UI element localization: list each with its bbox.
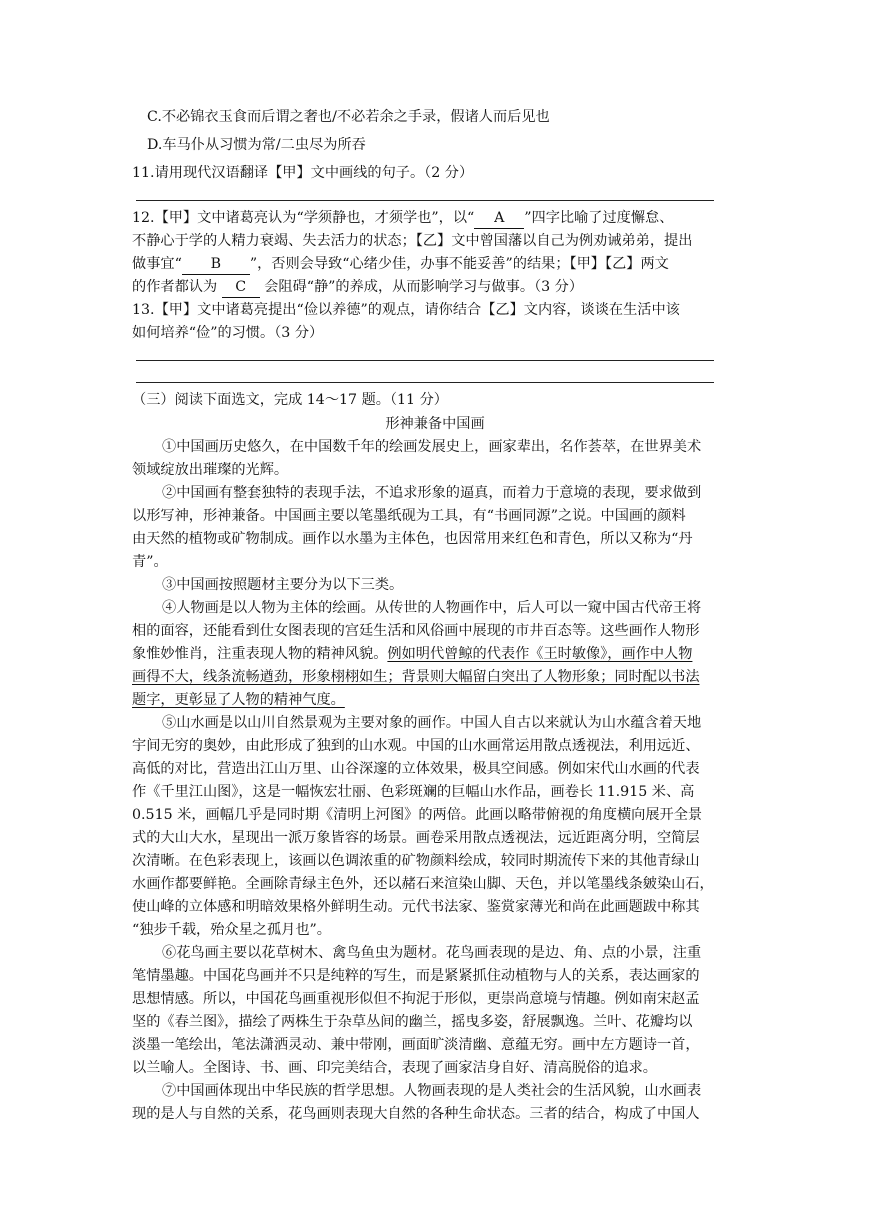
para-5-line: ⑤山水画是以山川自然景观为主要对象的画作。中国人自古以来就认为山水蕴含着天地 (162, 715, 702, 731)
para-5-line: 式的大山大水，星现出一派万象皆容的场景。画卷采用散点透视法，远近距离分明，空简层 (132, 830, 700, 846)
question-11: 11.请用现代汉语翻译【甲】文中画线的句子。（2 分） (132, 165, 474, 181)
question-12-line-4: 的作者都认为 C 会阻碍“静”的养成，从而影响学习与做事。（3 分） (132, 277, 583, 298)
underlined-sentence: 画得不大，线条流畅遒劲，形象栩栩如生；背景则大幅留白突出了人物形象；同时配以书法 (132, 669, 700, 685)
para-5-line: 水画作都要鲜艳。全画除青绿主色外，还以赭石来渲染山脚、天色，并以笔墨线条皴染山石， (132, 876, 714, 892)
para-5-line: 使山峰的立体感和明暗效果格外鲜明生动。元代书法家、鉴赏家薄光和尚在此画题跋中称其 (132, 899, 700, 915)
para-2-line: 由天然的植物或矿物制成。画作以水墨为主体色，也因常用来红色和青色，所以又称为“丹 (132, 531, 693, 547)
para-2-line: 青”。 (132, 554, 168, 570)
question-12-line-1: 12.【甲】文中诸葛亮认为“学须静也，才须学也”，以“ A ”四字比喻了过度懈怠、 (132, 208, 673, 229)
answer-line-q11 (136, 200, 714, 201)
option-d: D.车马仆从习惯为常/二虫尽为所吞 (147, 137, 366, 153)
question-13-line-2: 如何培养“俭”的习惯。（3 分） (132, 325, 324, 341)
para-5-line: 宇间无穷的奥妙，由此形成了独到的山水观。中国的山水画常运用散点透视法，利用远近、 (132, 738, 700, 754)
blank-a: A (474, 208, 524, 229)
question-12-line-2: 不静心于学的人精力衰竭、失去活力的状态；【乙】文中曾国藩以自己为例劝诫弟弟，提出 (132, 233, 693, 249)
para-6-line: ⑥花鸟画主要以花草树木、禽鸟鱼虫为题材。花鸟画表现的是边、角、点的小景，注重 (162, 945, 702, 961)
para-3-line: ③中国画按照题材主要分为以下三类。 (162, 577, 404, 593)
para-5-line: 0.515 米，画幅几乎是同时期《清明上河图》的两倍。此画以略带俯视的角度横向展开全景 (132, 807, 703, 823)
para-1-line: ①中国画历史悠久，在中国数千年的绘画发展史上，画家辈出，名作荟萃，在世界美术 (162, 439, 702, 455)
para-4-line: 相的面容，还能看到仕女图表现的宫廷生活和风俗画中展现的市井百态等。这些画作人物形 (132, 623, 700, 639)
question-12-line-3: 做事宜“ B ”，否则会导致“心绪少佳，办事不能妥善”的结果；【甲】【乙】两文 (132, 254, 669, 275)
para-6-line: 思想情感。所以，中国花鸟画重视形似但不拘泥于形似，更崇尚意境与情趣。例如南宋赵孟 (132, 991, 700, 1007)
para-6-line: 淡墨一笔绘出，笔法潇洒灵动、兼中带刚，画面旷淡清幽、意蕴无穷。画中左方题诗一首， (132, 1037, 700, 1053)
option-c: C.不必锦衣玉食而后谓之奢也/不必若余之手录，假诸人而后见也 (147, 109, 550, 125)
blank-c: C (222, 277, 260, 298)
para-5-line: 作《千里江山图》，这是一幅恢宏壮丽、色彩斑斓的巨幅山水作品，画卷长 11.915 米、高 (132, 784, 695, 800)
underlined-sentence: 题字，更彰显了人物的精神气度。 (132, 692, 345, 708)
para-5-line: “独步千载，殆众星之孤月也”。 (132, 922, 331, 938)
section-3-heading: （三）阅读下面选文，完成 14～17 题。（11 分） (132, 392, 448, 408)
answer-line-q13-1 (136, 360, 714, 361)
para-7-line: 现的是人与自然的关系，花鸟画则表现大自然的各种生命状态。三者的结合，构成了中国人 (132, 1106, 700, 1122)
question-13-line-1: 13.【甲】文中诸葛亮提出“俭以养德”的观点，请你结合【乙】文内容，谈谈在生活中该 (132, 302, 680, 318)
answer-line-q13-2 (136, 382, 714, 383)
para-6-line: 坚的《春兰图》，描绘了两株生于杂草丛间的幽兰，摇曳多姿，舒展飘逸。兰叶、花瓣均以 (132, 1014, 693, 1030)
para-2-line: 以形写神，形神兼备。中国画主要以笔墨纸砚为工具，有“书画同源”之说。中国画的颜料 (132, 508, 686, 524)
para-2-line: ②中国画有整套独特的表现手法，不追求形象的逼真，而着力于意境的表现，要求做到 (162, 485, 702, 501)
article-title: 形神兼备中国画 (385, 416, 485, 432)
para-6-line: 以兰喻人。全图诗、书、画、印完美结合，表现了画家洁身自好、清高脱俗的追求。 (132, 1060, 657, 1076)
underlined-sentence: 例如明代曾鲸的代表作《王时敏像》，画作中人物 (387, 646, 693, 662)
para-1-line: 领域绽放出璀璨的光辉。 (132, 462, 289, 478)
para-7-line: ⑦中国画体现出中华民族的哲学思想。人物画表现的是人类社会的生活风貌，山水画表 (162, 1083, 702, 1099)
para-6-line: 笔情墨趣。中国花鸟画并不只是纯粹的写生，而是紧紧抓住动植物与人的关系，表达画家的 (132, 968, 700, 984)
para-5-line: 次清晰。在色彩表现上，该画以色调浓重的矿物颜料绘成，较同时期流传下来的其他青绿山 (132, 853, 700, 869)
blank-b: B (182, 254, 250, 275)
para-4-line: ④人物画是以人物为主体的绘画。从传世的人物画作中，后人可以一窥中国古代帝王将 (162, 600, 702, 616)
para-4-line: 象惟妙惟肖，注重表现人物的精神风貌。例如明代曾鲸的代表作《王时敏像》，画作中人物 (132, 646, 693, 662)
para-5-line: 高低的对比，营造出江山万里、山谷深邃的立体效果，极具空间感。例如宋代山水画的代表 (132, 761, 700, 777)
